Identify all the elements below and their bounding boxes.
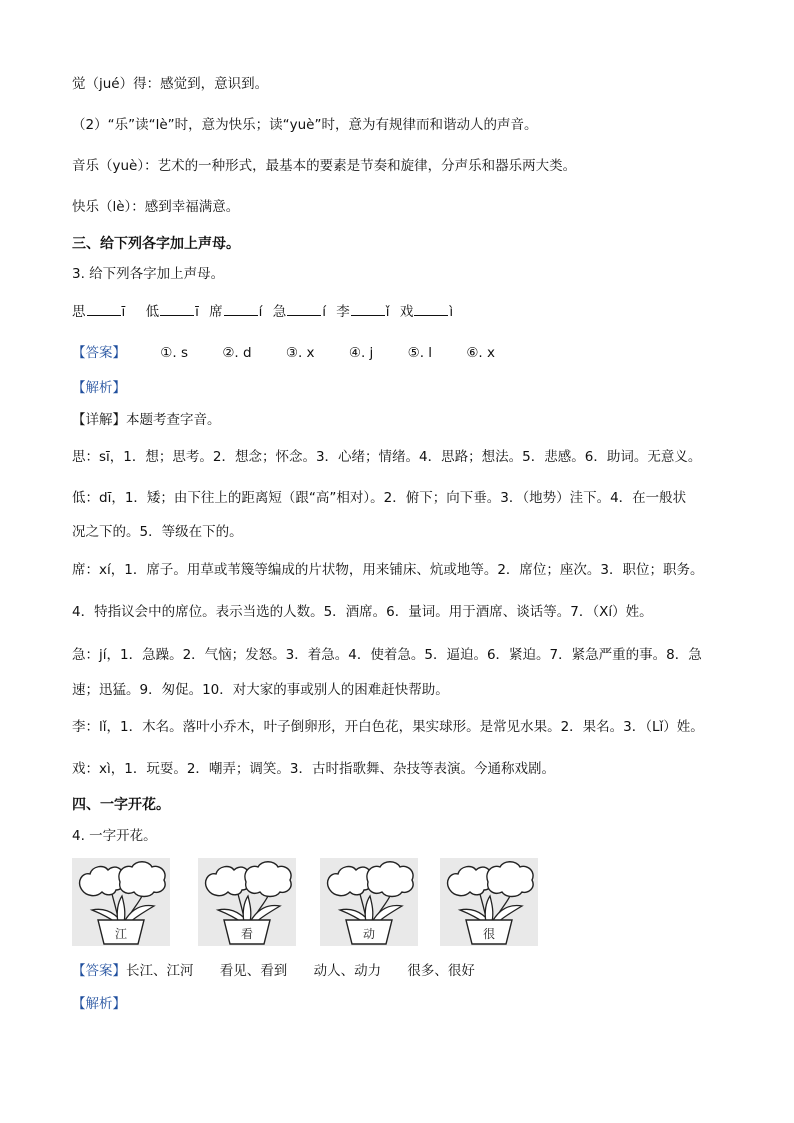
answer-row — [72, 961, 475, 981]
pot-character: 江 — [114, 927, 127, 941]
fill-item: 低 ī — [146, 304, 199, 320]
answer-blank[interactable] — [287, 301, 321, 316]
answer-row — [72, 343, 525, 363]
flower-pot-row — [72, 858, 542, 948]
answer-blank[interactable] — [87, 301, 121, 316]
answer-blank[interactable] — [160, 301, 194, 316]
answer-item: ①. s — [160, 345, 189, 361]
answer-item: 看见、看到 — [219, 963, 288, 979]
explanation-line: 速；迅猛。9．匆促。10．对大家的事或别人的困难赶快帮助。 — [72, 682, 449, 698]
pot-character: 动 — [362, 927, 375, 941]
explanation-line: 低：dī，1．矮；由下往上的距离短（跟“高”相对）。2．俯下；向下垂。3．（地势）洼下。4．在一般状 — [72, 490, 687, 506]
pot-character: 很 — [482, 927, 495, 941]
analysis-tag: 【解析】 — [72, 996, 126, 1012]
question-title: 4. 一字开花。 — [72, 828, 157, 844]
answer-item: 动人、动力 — [313, 963, 382, 979]
question-title: 3. 给下列各字加上声母。 — [72, 266, 225, 282]
fill-in-row — [72, 301, 453, 322]
answer-item: ④. j — [348, 345, 374, 361]
section-heading: 三、给下列各字加上声母。 — [72, 236, 240, 252]
flower-pot-image — [440, 858, 538, 946]
explanation-line: 思：sī，1．想；思考。2．想念；怀念。3．心绪；情绪。4．思路；想法。5．悲感。6．助词。无意义。 — [72, 449, 702, 465]
fill-item: 席 í — [209, 304, 262, 320]
explanation-line: 4．特指议会中的席位。表示当选的人数。5．酒席。6．量词。用于酒席、谈话等。7．（Xí）姓。 — [72, 604, 653, 620]
flower-pot-image — [72, 858, 170, 946]
answer-item: ②. d — [222, 345, 252, 361]
text-line: 觉（jué）得：感觉到，意识到。 — [72, 76, 269, 92]
text-line: （2）“乐”读“lè”时，意为快乐；读“yuè”时，意为有规律而和谐动人的声音。 — [72, 117, 538, 133]
answer-item: 很多、很好 — [407, 963, 475, 979]
fill-item: 李 ǐ — [336, 304, 389, 320]
answer-item: ③. x — [285, 345, 315, 361]
answer-item: ⑤. l — [407, 345, 433, 361]
fill-item: 思 ī — [72, 304, 125, 320]
pot-character: 看 — [240, 927, 253, 941]
fill-item: 戏 ì — [400, 304, 453, 320]
explanation-line: 戏：xì，1．玩耍。2．嘲弄；调笑。3．古时指歌舞、杂技等表演。今通称戏剧。 — [72, 761, 556, 777]
answer-blank[interactable] — [414, 301, 448, 316]
explanation-line: 急：jí，1．急躁。2．气恼；发怒。3．着急。4．使着急。5．逼迫。6．紧迫。7．紧急严重的事。8．急 — [72, 647, 702, 663]
analysis-tag: 【解析】 — [72, 380, 126, 396]
answer-blank[interactable] — [351, 301, 385, 316]
answer-tag: 【答案】 — [72, 963, 126, 979]
explanation-line: 席：xí，1．席子。用草或苇篾等编成的片状物，用来铺床、炕或地等。2．席位；座次。3．职位；职务。 — [72, 562, 704, 578]
explanation-line: 况之下的。5．等级在下的。 — [72, 524, 243, 540]
fill-item: 急 í — [273, 304, 326, 320]
flower-pot-image — [320, 858, 418, 946]
explanation-line: 李：lǐ，1．木名。落叶小乔木，叶子倒卵形，开白色花，果实球形。是常见水果。2．果名。3．（Lǐ）姓。 — [72, 719, 704, 735]
section-heading: 四、一字开花。 — [72, 797, 170, 813]
answer-tag: 【答案】 — [72, 345, 126, 361]
detail-line: 【详解】本题考查字音。 — [72, 412, 221, 428]
text-line: 快乐（lè）：感到幸福满意。 — [72, 199, 240, 215]
text-line: 音乐（yuè）：艺术的一种形式，最基本的要素是节奏和旋律，分声乐和器乐两大类。 — [72, 158, 577, 174]
answer-item: 长江、江河 — [126, 963, 194, 979]
flower-pot-image — [198, 858, 296, 946]
answer-blank[interactable] — [224, 301, 258, 316]
answer-item: ⑥. x — [466, 345, 496, 361]
